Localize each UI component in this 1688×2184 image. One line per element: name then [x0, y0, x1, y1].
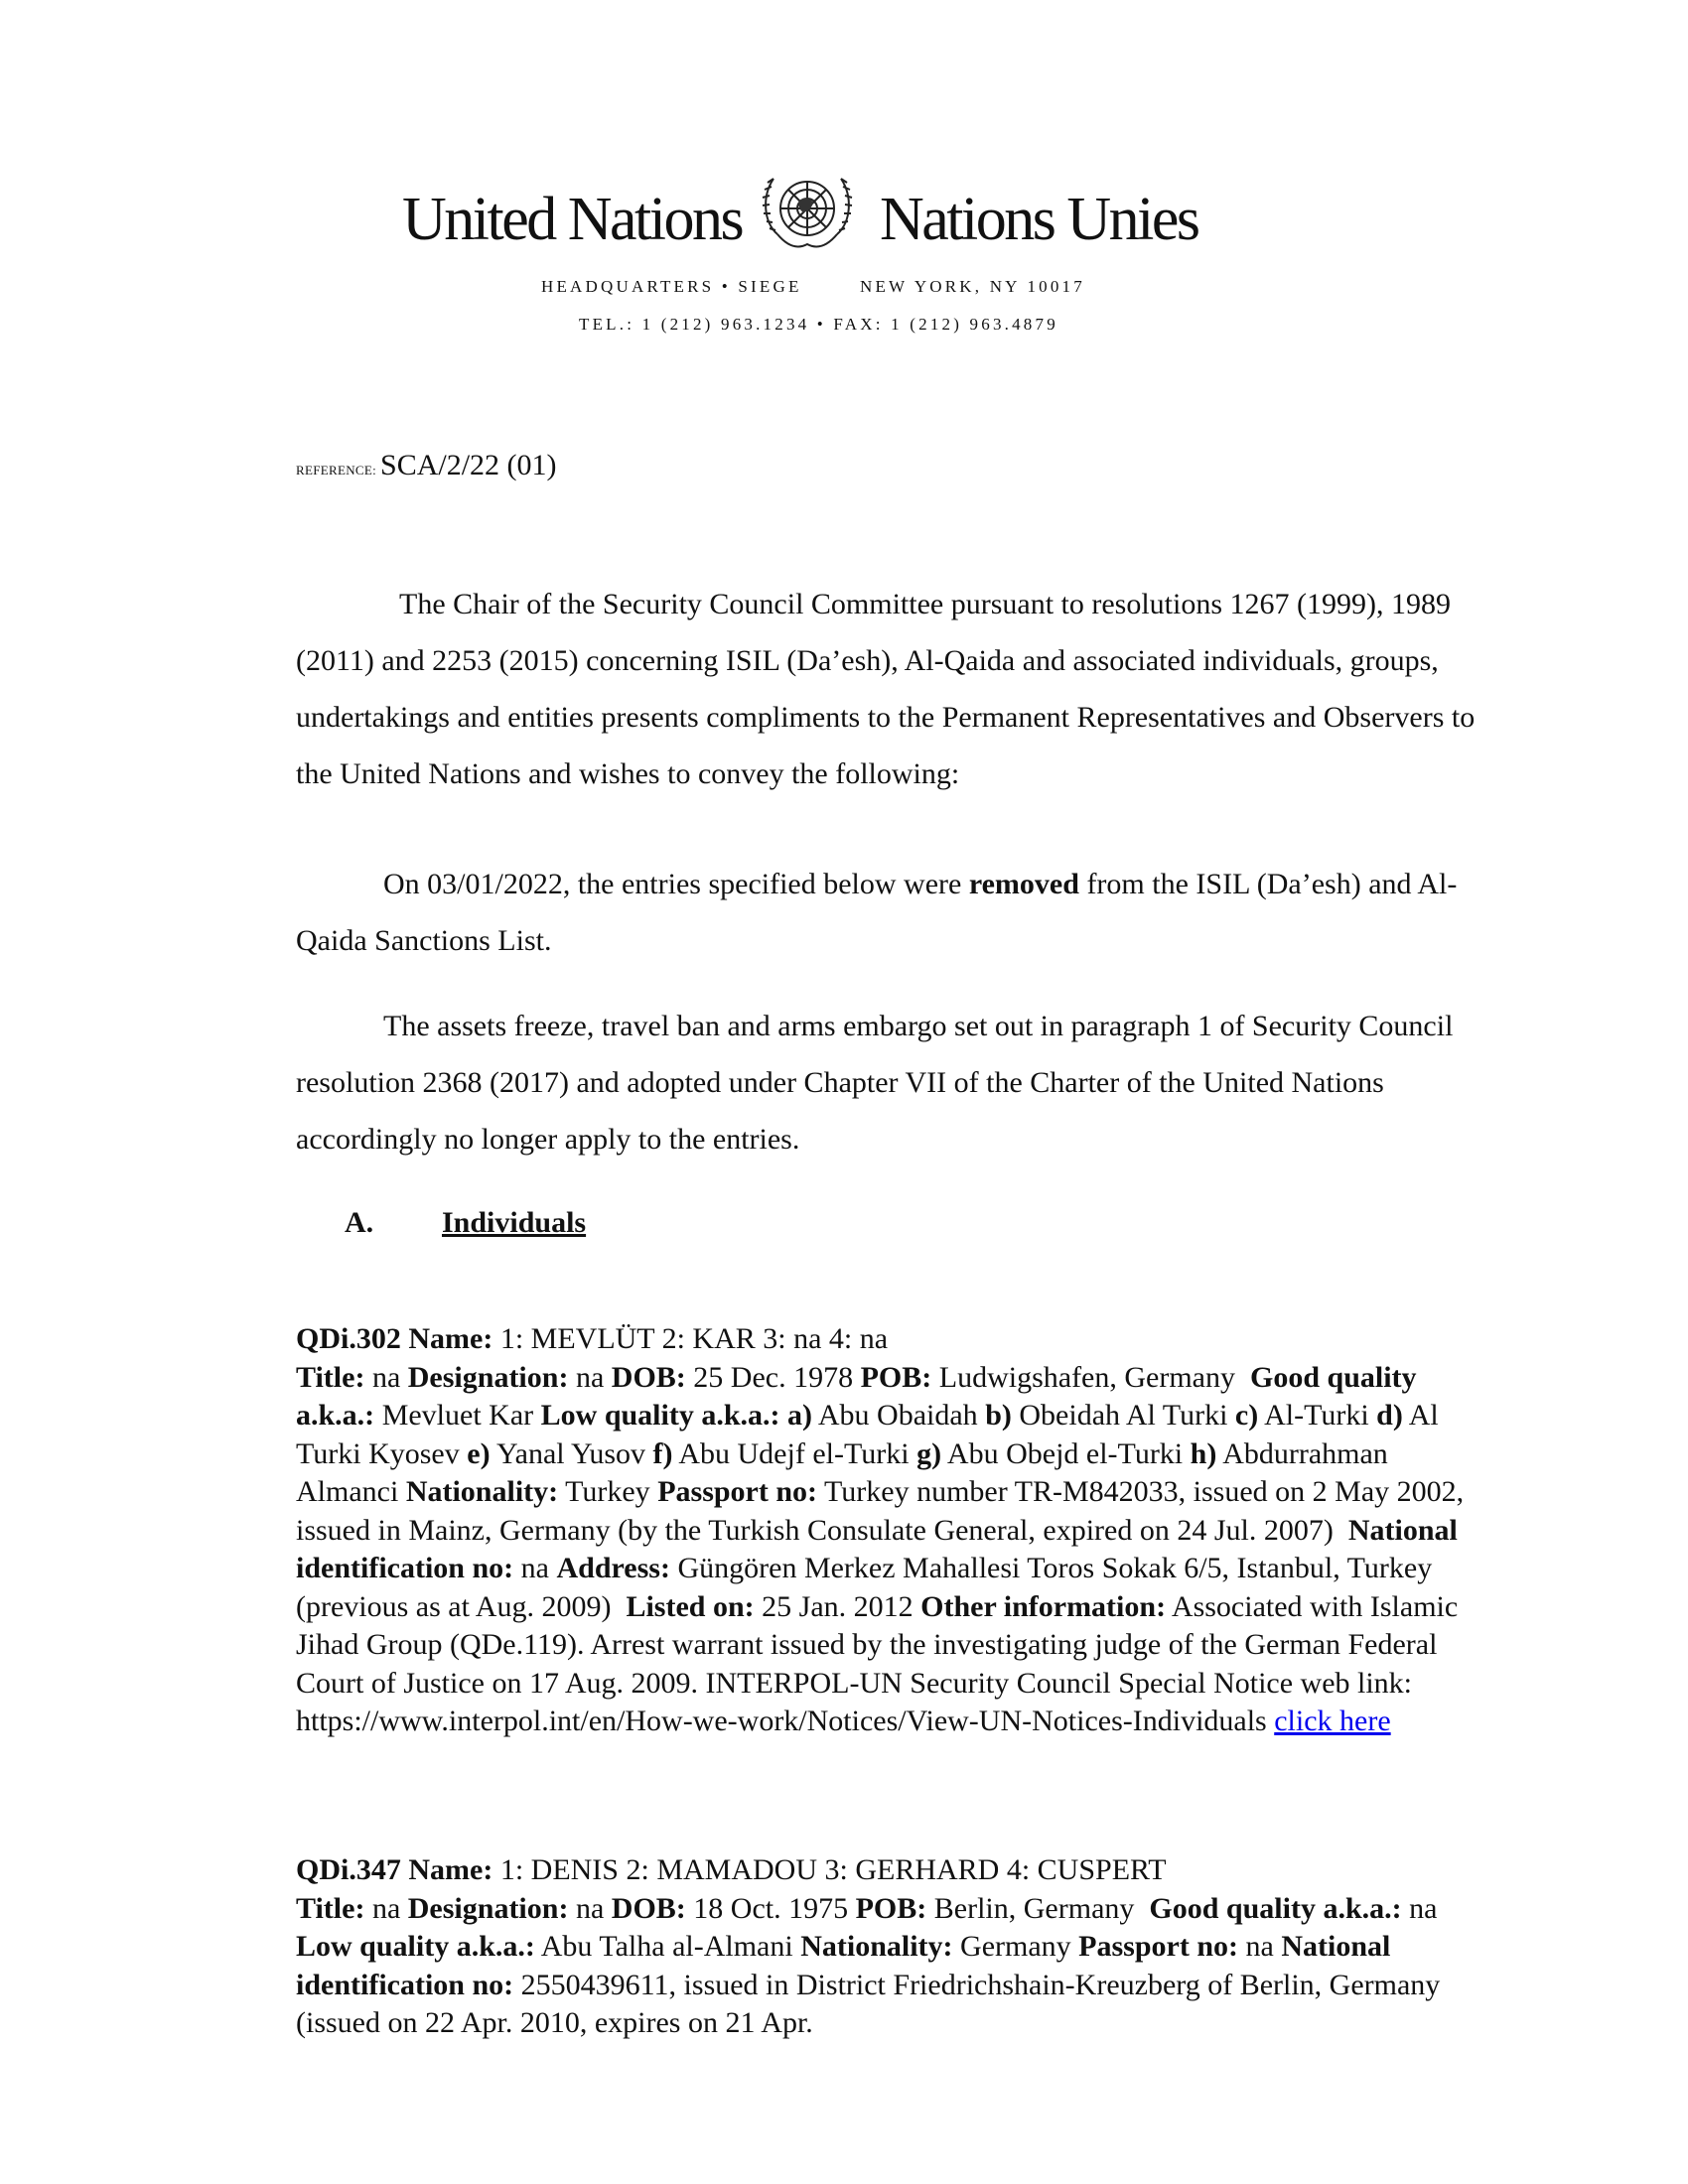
field-label: DOB:	[611, 1360, 686, 1394]
aka-key: d)	[1376, 1399, 1403, 1432]
field-label: Nationality:	[405, 1475, 559, 1508]
aka-key: e)	[467, 1436, 491, 1470]
entry-dob: 18 Oct. 1975	[693, 1891, 849, 1925]
field-label: Title:	[296, 1360, 365, 1394]
entry-good-aka: na	[1409, 1891, 1438, 1925]
aka-value: Obeidah Al Turki	[1019, 1399, 1228, 1432]
aka-value: Abu Obejd el-Turki	[946, 1436, 1184, 1470]
assets-freeze-paragraph	[296, 998, 1502, 1167]
entry-name: 1: DENIS 2: MAMADOU 3: GERHARD 4: CUSPERT	[499, 1853, 1167, 1886]
assets-freeze-text: The assets freeze, travel ban and arms embargo set out in paragraph 1 of Security Council resolution 2368 (2017) and adopted under Chapter VII of the Charter of the United Nations accordingly no longer apply to the entries.	[296, 1010, 1454, 1156]
field-label: Designation:	[407, 1360, 569, 1394]
removal-text-end: from the ISIL (Da’esh) and Al-Qaida Sanctions List.	[296, 868, 1458, 957]
aka-value: Yanal Yusov	[495, 1436, 645, 1470]
un-emblem-icon	[758, 165, 857, 260]
field-label: DOB:	[611, 1891, 686, 1925]
entry-id: QDi.302	[296, 1322, 401, 1355]
interpol-notice-link[interactable]: click here	[1274, 1705, 1391, 1737]
entry-low-aka: Abu Talha al-Almani	[540, 1930, 793, 1963]
field-label: Nationality:	[800, 1930, 953, 1963]
aka-key: a)	[787, 1399, 813, 1432]
removed-keyword: removed	[968, 868, 1079, 900]
field-label: National identification no:	[296, 1930, 1391, 2001]
field-label: National identification no:	[296, 1513, 1458, 1584]
field-label: Address:	[556, 1552, 670, 1584]
aka-value: Al-Turki	[1264, 1399, 1369, 1432]
entry-title: na	[371, 1360, 401, 1394]
field-label: Passport no:	[1078, 1930, 1238, 1963]
aka-value: Abu Obaidah	[817, 1399, 978, 1432]
removal-paragraph	[296, 856, 1502, 969]
entry-address: Güngören Merkez Mahallesi Toros Sokak 6/5, Istanbul, Turkey (previous as at Aug. 2009)	[296, 1552, 1433, 1623]
field-label: Good quality a.k.a.:	[1149, 1891, 1402, 1925]
entry-id: QDi.347	[296, 1853, 401, 1886]
aka-value: Abu Udejf el-Turki	[678, 1436, 910, 1470]
field-label: POB:	[855, 1891, 927, 1925]
removal-text-start: On 03/01/2022, the entries specified below were	[383, 868, 969, 900]
entry-national-id: 2550439611, issued in District Friedrichshain-Kreuzberg of Berlin, Germany (issued on 22 Apr. 2010, expires on 21 Apr.	[296, 1968, 1441, 2039]
intro-text: The Chair of the Security Council Committee pursuant to resolutions 1267 (1999), 1989 (2011) and 2253 (2015) concerning ISIL (Da’esh), Al-Qaida and associated individuals, groups, undertakings and entities presents compliments to the Permanent Representatives and Observers to the United Nations and wishes to convey the following:	[296, 588, 1476, 790]
entry-designation: na	[575, 1891, 605, 1925]
aka-key: b)	[985, 1399, 1012, 1432]
reference-value: SCA/2/22 (01)	[380, 449, 557, 481]
entry-name: 1: MEVLÜT 2: KAR 3: na 4: na	[499, 1322, 889, 1355]
section-title: Individuals	[442, 1206, 587, 1239]
aka-key: g)	[916, 1436, 942, 1470]
aka-value: Al Turki Kyosev	[296, 1399, 1439, 1470]
entry-dob: 25 Dec. 1978	[693, 1360, 854, 1394]
letterhead-contact: TEL.: 1 (212) 963.1234 • FAX: 1 (212) 963.4879	[579, 315, 1058, 334]
aka-key: f)	[652, 1436, 673, 1470]
entry-other-information: Associated with Islamic Jihad Group (QDe.119). Arrest warrant issued by the investigating judge of the German Federal Court of Justice on 17 Aug. 2009. INTERPOL-UN Security Council Special Notice web link: https://www.interpol.int/en/How-we-work/Notices/View-UN-Notices-Individuals	[296, 1589, 1459, 1737]
section-letter: A.	[345, 1206, 374, 1239]
entry-title: na	[371, 1891, 401, 1925]
section-heading	[345, 1206, 586, 1240]
reference-line	[296, 449, 557, 482]
field-label: Other information:	[920, 1589, 1167, 1623]
aka-key: c)	[1234, 1399, 1259, 1432]
field-label: POB:	[860, 1360, 932, 1394]
entry-nationality: Germany	[960, 1930, 1071, 1963]
letterhead-city: NEW YORK, NY 10017	[860, 277, 1085, 296]
field-label: Listed on:	[626, 1589, 755, 1623]
letterhead-name-english: United Nations	[402, 186, 743, 253]
field-label: Passport no:	[657, 1475, 818, 1508]
field-label: Designation:	[407, 1891, 569, 1925]
entry-listed-on: 25 Jan. 2012	[762, 1589, 914, 1623]
entry-passport: Turkey number TR-M842033, issued on 2 May 2002, issued in Mainz, Germany (by the Turkish Consulate General, expired on 24 Jul. 2007)	[296, 1475, 1465, 1547]
entry-qdi-347	[296, 1851, 1487, 2043]
field-label: Name:	[408, 1322, 493, 1355]
entry-passport: na	[1245, 1930, 1274, 1963]
field-label: Low quality a.k.a.:	[296, 1930, 535, 1963]
intro-paragraph	[296, 576, 1502, 802]
letterhead-name-french: Nations Unies	[880, 186, 1198, 253]
aka-key: h)	[1190, 1436, 1217, 1470]
entry-good-aka: Mevluet Kar	[381, 1399, 534, 1432]
field-label: Good quality a.k.a.:	[296, 1360, 1417, 1432]
entry-pob: Berlin, Germany	[933, 1891, 1135, 1925]
field-label: Low quality a.k.a.:	[540, 1399, 780, 1432]
entry-pob: Ludwigshafen, Germany	[938, 1360, 1235, 1394]
entry-designation: na	[575, 1360, 605, 1394]
field-label: Title:	[296, 1891, 365, 1925]
letterhead-headquarters: HEADQUARTERS • SIEGE	[541, 277, 802, 296]
entry-nationality: Turkey	[565, 1475, 650, 1508]
entry-qdi-302	[296, 1320, 1487, 1741]
field-label: Name:	[408, 1853, 493, 1886]
aka-value: Abdurrahman Almanci	[296, 1436, 1388, 1508]
entry-national-id: na	[520, 1552, 549, 1584]
reference-label: REFERENCE:	[296, 463, 377, 478]
